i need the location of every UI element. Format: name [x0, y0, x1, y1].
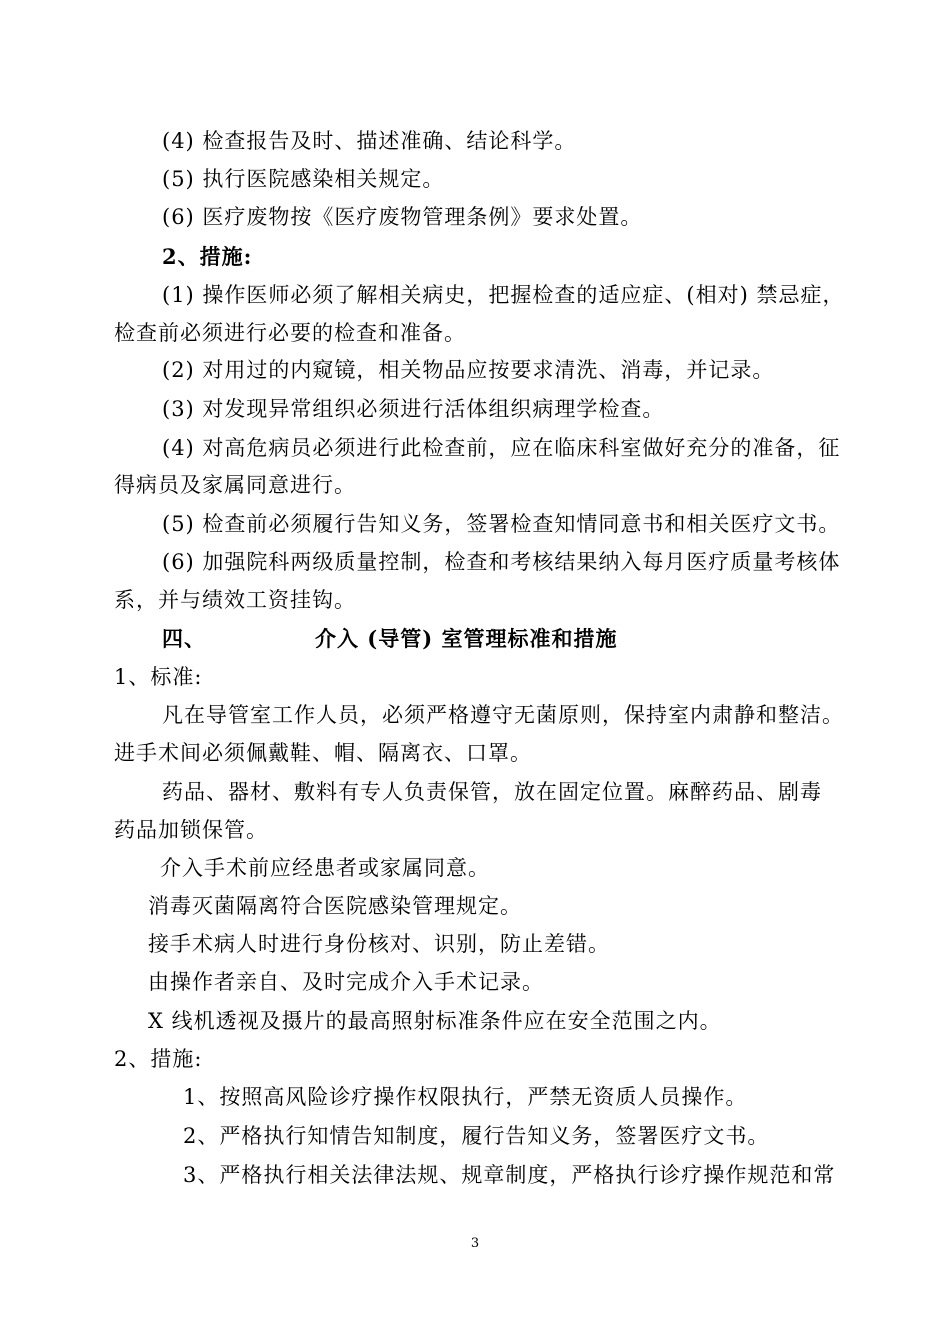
chapter-number: 四、 [162, 626, 206, 651]
text-line: 由操作者亲自、及时完成介入手术记录。 [148, 970, 544, 994]
text-line: (4) 检查报告及时、描述准确、结论科学。 [162, 129, 577, 153]
text-line: 凡在导管室工作人员，必须严格遵守无菌原则，保持室内肃静和整洁。 [162, 703, 844, 727]
text-line: 接手术病人时进行身份核对、识别，防止差错。 [148, 932, 610, 956]
text-line: 药品、器材、敷料有专人负责保管，放在固定位置。麻醉药品、剧毒 [162, 780, 822, 804]
text-line: X 线机透视及摄片的最高照射标准条件应在安全范围之内。 [148, 1009, 722, 1033]
section-heading: 1、标准: [114, 665, 203, 689]
text-line: (6) 加强院科两级质量控制，检查和考核结果纳入每月医疗质量考核体 [162, 550, 841, 574]
text-line: (2) 对用过的内窥镜，相关物品应按要求清洗、消毒，并记录。 [162, 358, 775, 382]
text-line: (5) 检查前必须履行告知义务，签署检查知情同意书和相关医疗文书。 [162, 512, 841, 536]
text-line: 介入手术前应经患者或家属同意。 [160, 856, 490, 880]
text-line: (4) 对高危病员必须进行此检查前，应在临床科室做好充分的准备，征 [162, 436, 841, 460]
text-line: (6) 医疗废物按《医疗废物管理条例》要求处置。 [162, 205, 643, 229]
page-number: 3 [470, 1236, 480, 1251]
text-line: 2、严格执行知情告知制度，履行告知义务，签署医疗文书。 [183, 1124, 770, 1148]
text-line: (5) 执行医院感染相关规定。 [162, 167, 445, 191]
section-heading: 2、措施: [162, 244, 253, 269]
section-heading: 2、措施: [114, 1047, 203, 1071]
text-line: 进手术间必须佩戴鞋、帽、隔离衣、口罩。 [114, 741, 532, 765]
text-line: 消毒灭菌隔离符合医院感染管理规定。 [148, 894, 522, 918]
text-line: 系，并与绩效工资挂钩。 [114, 588, 356, 612]
chapter-title: 介入 (导管) 室管理标准和措施 [315, 626, 618, 651]
text-line: 检查前必须进行必要的检查和准备。 [114, 321, 466, 345]
text-line: 药品加锁保管。 [114, 818, 268, 842]
text-line: 3、严格执行相关法律法规、规章制度，严格执行诊疗操作规范和常 [183, 1163, 836, 1187]
text-line: 1、按照高风险诊疗操作权限执行，严禁无资质人员操作。 [183, 1085, 748, 1109]
text-line: 得病员及家属同意进行。 [114, 473, 356, 497]
text-line: (1) 操作医师必须了解相关病史，把握检查的适应症、(相对) 禁忌症， [162, 283, 845, 307]
text-line: (3) 对发现异常组织必须进行活体组织病理学检查。 [162, 397, 665, 421]
